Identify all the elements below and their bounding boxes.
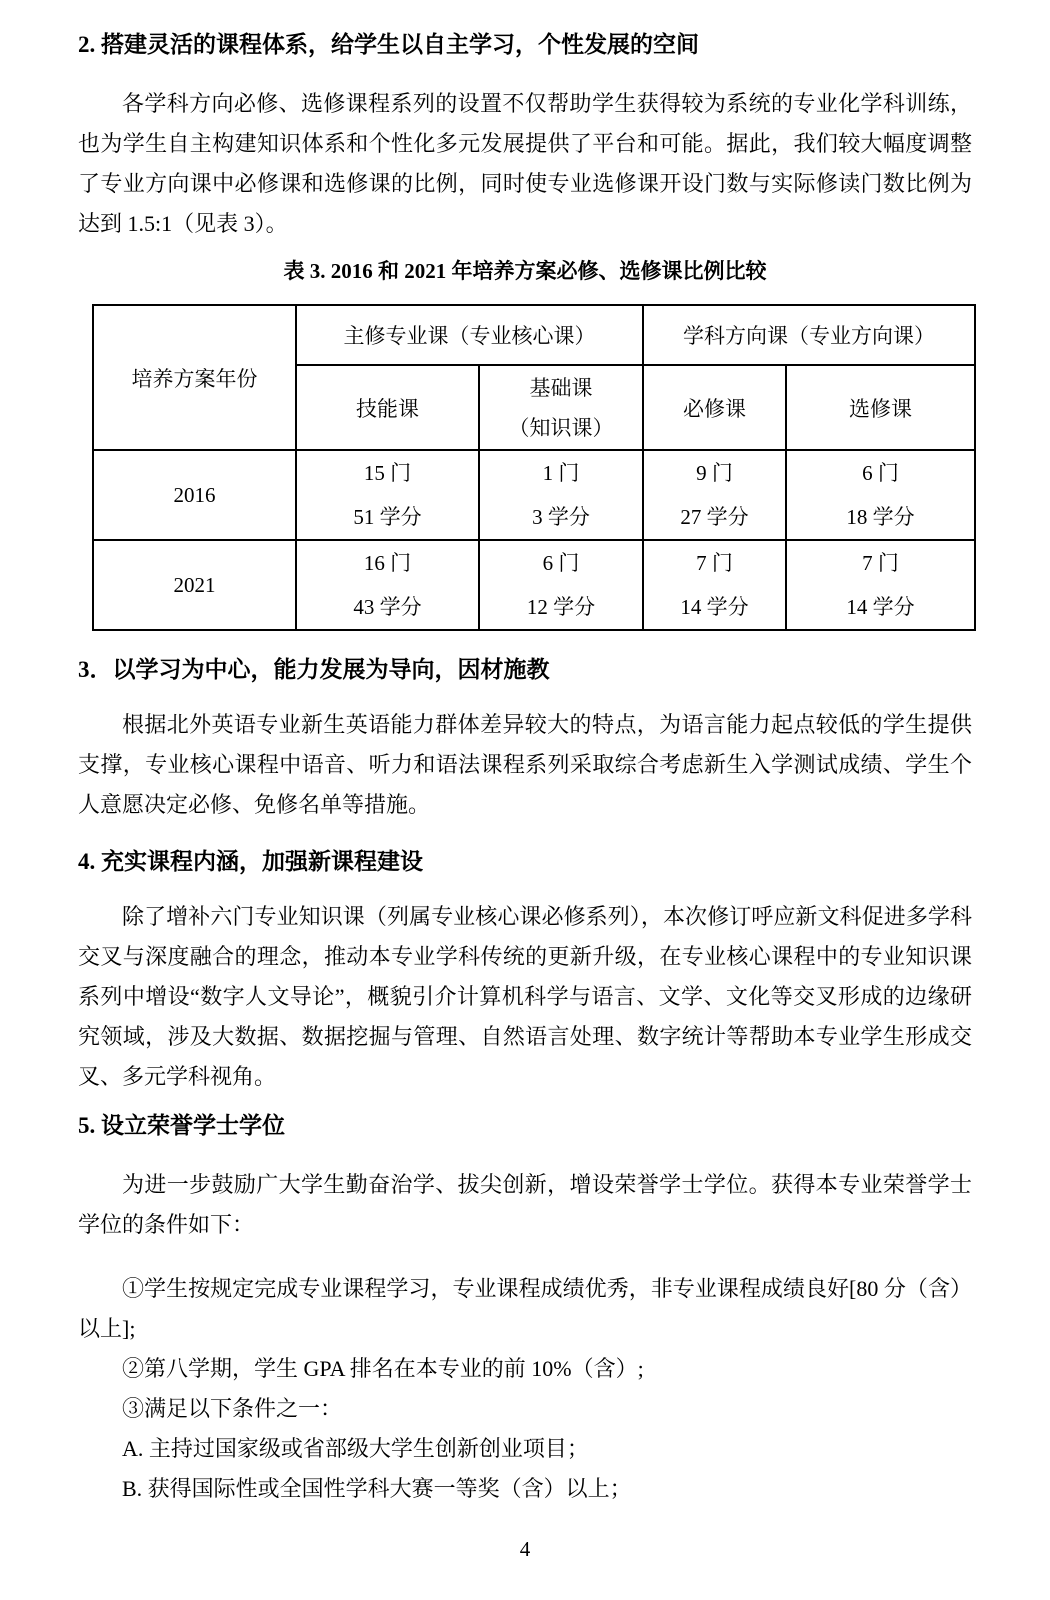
heading-section-2: 2. 搭建灵活的课程体系，给学生以自主学习，个性发展的空间: [78, 32, 699, 57]
foundation-courses-count: 6 门: [542, 551, 580, 575]
elective-credits: 14 学分: [846, 595, 915, 619]
required-courses-count: 9 门: [696, 461, 733, 485]
condition-item-2: ②第八学期，学生 GPA 排名在本专业的前 10%（含）;: [122, 1356, 644, 1381]
table-header-elective: 选修课: [786, 365, 975, 450]
required-cell: [643, 540, 786, 630]
skill-credits: 51 学分: [353, 505, 422, 529]
skill-credits: 43 学分: [353, 595, 422, 619]
required-cell: [643, 450, 786, 540]
table-header-foundation: [479, 365, 643, 450]
table-row-2016: [93, 450, 975, 540]
elective-credits: 18 学分: [846, 505, 915, 529]
heading-section-4: 4. 充实课程内涵，加强新课程建设: [78, 849, 423, 874]
paragraph-section-2: 各学科方向必修、选修课程系列的设置不仅帮助学生获得较为系统的专业化学科训练，也为学生自主构建知识体系和个性化多元发展提供了平台和可能。据此，我们较大幅度调整了专业方向课中必修课和选修课的比例，同时使专业选修课开设门数与实际修读门数比例为达到 1.5:1（见表 3）。: [78, 91, 972, 236]
condition-item-1: ①学生按规定完成专业课程学习，专业课程成绩优秀，非专业课程成绩良好[80 分（含）以上];: [78, 1276, 972, 1341]
required-courses-count: 7 门: [696, 551, 733, 575]
table-header-group-core: 主修专业课（专业核心课）: [296, 305, 643, 365]
table-header-foundation-line2: （知识课）: [508, 415, 614, 440]
heading-section-5: 5. 设立荣誉学士学位: [78, 1113, 285, 1138]
table-3-title: 表 3. 2016 和 2021 年培养方案必修、选修课比例比较: [283, 259, 767, 283]
elective-courses-count: 6 门: [862, 461, 899, 485]
condition-item-3: ③满足以下条件之一：: [122, 1396, 343, 1421]
required-credits: 27 学分: [680, 505, 749, 529]
elective-cell: [786, 450, 975, 540]
page-number: 4: [519, 1537, 531, 1561]
table-header-required: 必修课: [643, 365, 786, 450]
heading-section-3: 3．以学习为中心，能力发展为导向，因材施教: [78, 657, 550, 682]
honor-degree-conditions: [78, 1269, 972, 1509]
foundation-cell: [479, 450, 643, 540]
year-cell: 2021: [93, 540, 296, 630]
table-header-group-direction: 学科方向课（专业方向课）: [643, 305, 975, 365]
foundation-credits: 3 学分: [532, 505, 590, 529]
paragraph-section-4: 除了增补六门专业知识课（列属专业核心课必修系列），本次修订呼应新文科促进多学科交叉与深度融合的理念，推动本专业学科传统的更新升级，在专业核心课程中的专业知识课系列中增设“数字人文导论”，概貌引介计算机科学与语言、文学、文化等交叉形成的边缘研究领域，涉及大数据、数据挖掘与管理、自然语言处理、数字统计等帮助本专业学生形成交叉、多元学科视角。: [78, 904, 972, 1089]
required-credits: 14 学分: [680, 595, 749, 619]
table-3-curriculum-comparison: [92, 304, 976, 631]
condition-item-a: A. 主持过国家级或省部级大学生创新创业项目；: [122, 1436, 589, 1461]
paragraph-section-5: 为进一步鼓励广大学生勤奋治学、拔尖创新，增设荣誉学士学位。获得本专业荣誉学士学位的条件如下：: [78, 1172, 972, 1237]
paragraph-section-3: 根据北外英语专业新生英语能力群体差异较大的特点，为语言能力起点较低的学生提供支撑，专业核心课程中语音、听力和语法课程系列采取综合考虑新生入学测试成绩、学生个人意愿决定必修、免修名单等措施。: [78, 712, 972, 817]
elective-courses-count: 7 门: [862, 551, 899, 575]
table-header-skill: 技能课: [296, 365, 479, 450]
skill-courses-count: 16 门: [363, 551, 412, 575]
skill-cell: [296, 450, 479, 540]
skill-courses-count: 15 门: [363, 461, 412, 485]
skill-cell: [296, 540, 479, 630]
table-header-foundation-line1: 基础课: [529, 375, 593, 400]
year-cell: 2016: [93, 450, 296, 540]
foundation-credits: 12 学分: [526, 595, 596, 619]
elective-cell: [786, 540, 975, 630]
foundation-courses-count: 1 门: [542, 461, 580, 485]
table-row-2021: [93, 540, 975, 630]
foundation-cell: [479, 540, 643, 630]
condition-item-b: B. 获得国际性或全国性学科大赛一等奖（含）以上；: [122, 1476, 632, 1501]
table-header-group-row: [93, 305, 975, 365]
table-header-year: 培养方案年份: [93, 305, 296, 450]
